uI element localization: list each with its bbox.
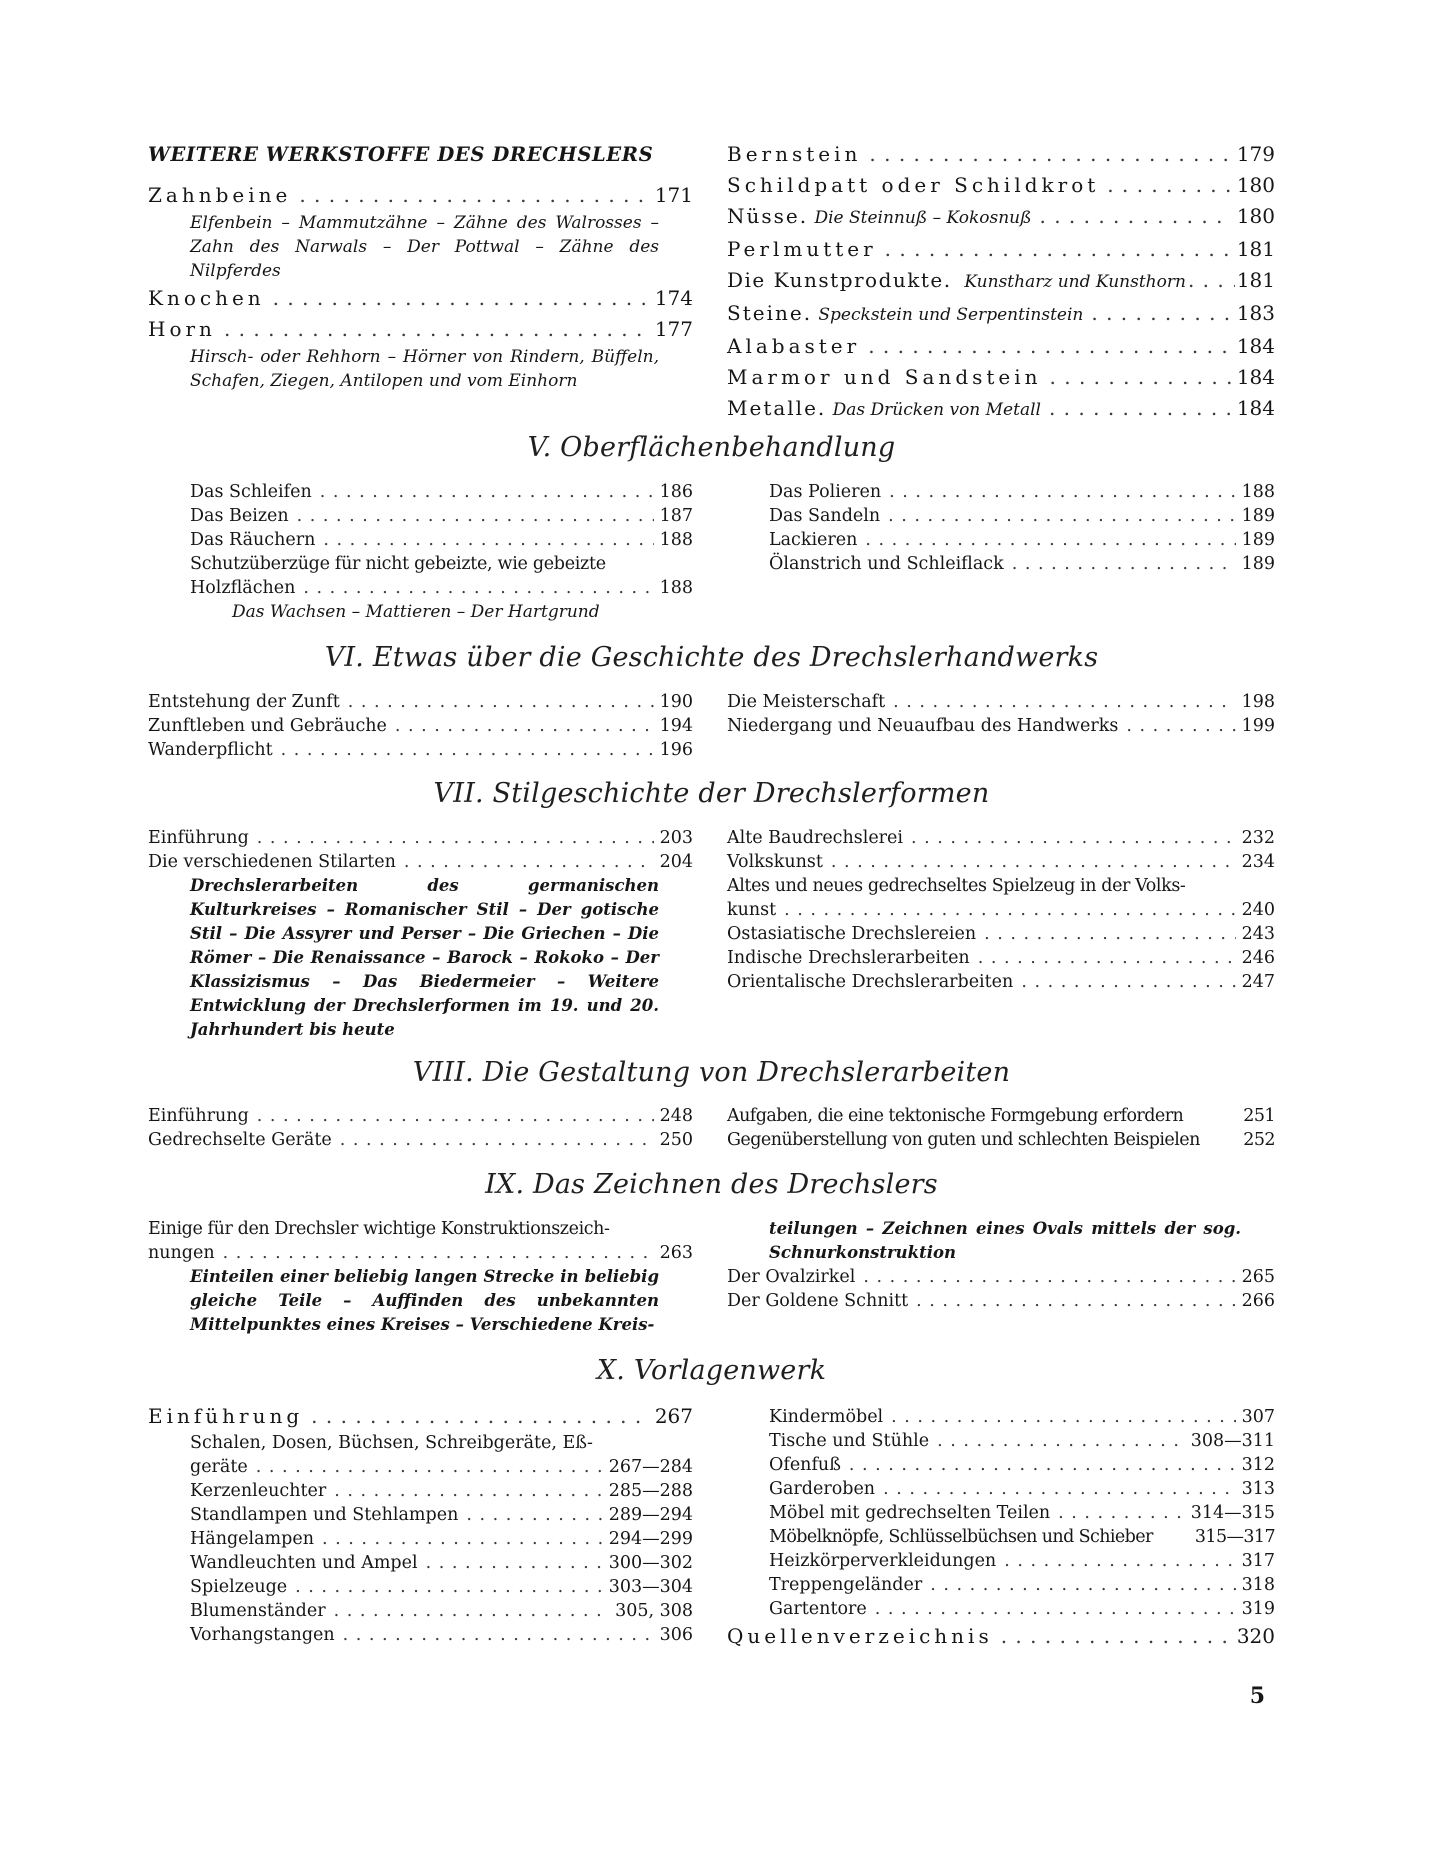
- entry-title: geräte: [190, 1457, 248, 1477]
- toc-entry[interactable]: [769, 1525, 1275, 1549]
- entry-title: Metalle.: [727, 396, 827, 420]
- toc-entry[interactable]: [727, 393, 1275, 426]
- entry-page: 251: [1243, 1106, 1275, 1126]
- toc-entry[interactable]: [727, 714, 1275, 738]
- toc-entry[interactable]: [769, 1573, 1275, 1597]
- entry-page: 265: [1241, 1267, 1275, 1287]
- entry-title: Das Räuchern: [190, 530, 316, 550]
- entry-page: 248: [659, 1106, 693, 1126]
- entry-title: Kerzenleuchter: [190, 1481, 327, 1501]
- entry-page: 319: [1241, 1599, 1275, 1619]
- entry-title: Heizkörperverkleidungen: [769, 1551, 997, 1571]
- entry-page: 285—288: [608, 1481, 693, 1501]
- section-x-subentries: [190, 1431, 693, 1647]
- entry-title: Hängelampen: [190, 1529, 314, 1549]
- toc-entry[interactable]: [727, 922, 1275, 946]
- toc-entry[interactable]: [727, 850, 1275, 874]
- section-vii-right-column: [727, 826, 1275, 994]
- toc-entry[interactable]: [727, 970, 1275, 994]
- entry-title: Alte Baudrechslerei: [727, 828, 903, 848]
- entry-title: Die Kunstprodukte.: [727, 268, 952, 292]
- toc-entry[interactable]: [148, 1128, 693, 1152]
- toc-entry[interactable]: [727, 298, 1275, 331]
- entry-title: Niedergang und Neuaufbau des Handwerks: [727, 716, 1119, 736]
- entry-page: 312: [1241, 1455, 1275, 1475]
- entry-title: Das Schleifen: [190, 482, 312, 502]
- toc-entry[interactable]: [190, 1599, 693, 1623]
- toc-entry[interactable]: [727, 265, 1275, 298]
- toc-entry[interactable]: [190, 1455, 693, 1479]
- entry-page: 247: [1241, 972, 1275, 992]
- entry-subtopics: Hirsch- oder Rehhorn – Hörner von Rindern, Büffeln, Schafen, Ziegen, Antilopen und vom Einhorn: [190, 347, 659, 391]
- section-vi-right-column: [727, 690, 1275, 738]
- toc-entry[interactable]: [769, 1501, 1275, 1525]
- entry-page: 300—302: [608, 1553, 693, 1573]
- entry-title: Einführung: [148, 1106, 249, 1126]
- entry-title: Das Beizen: [190, 506, 289, 526]
- toc-entry[interactable]: [769, 504, 1275, 528]
- toc-entry[interactable]: [190, 504, 693, 528]
- entry-page: 303—304: [608, 1577, 693, 1597]
- toc-entry[interactable]: [727, 201, 1275, 234]
- toc-entry[interactable]: [727, 946, 1275, 970]
- toc-entry[interactable]: [769, 1477, 1275, 1501]
- toc-entry[interactable]: [148, 314, 693, 345]
- section-heading: VII. Stilgeschichte der Drechslerformen: [433, 778, 990, 809]
- section-ix-right-column: [727, 1217, 1275, 1313]
- toc-entry[interactable]: [190, 528, 693, 552]
- entry-page: 180: [1236, 173, 1275, 197]
- entry-title: Steine.: [727, 301, 813, 325]
- entry-title: Der Ovalzirkel: [727, 1267, 856, 1287]
- toc-entry[interactable]: [769, 528, 1275, 552]
- entry-page: 174: [654, 286, 693, 310]
- entry-title: Zahnbeine: [148, 183, 292, 207]
- entry-page: 188: [659, 530, 693, 550]
- entry-title: Knochen: [148, 286, 265, 310]
- entry-title-line: Schutzüberzüge für nicht gebeizte, wie gebeizte: [190, 554, 606, 574]
- entry-title: Ostasiatische Drechslereien: [727, 924, 977, 944]
- entry-page: 184: [1236, 396, 1275, 420]
- section-x-left-column: [148, 1401, 693, 1647]
- toc-entry[interactable]: [727, 1265, 1275, 1289]
- entry-page: 307: [1241, 1407, 1275, 1427]
- entry-title: kunst: [727, 900, 777, 920]
- toc-entry[interactable]: [148, 283, 693, 314]
- entry-subtopics: Einteilen einer beliebig langen Strecke in beliebig gleiche Teile – Auffinden des unbekannten Mittelpunktes eines Kreises – Verschiedene Kreis-: [190, 1267, 659, 1334]
- entry-page: 189: [1241, 506, 1275, 526]
- entry-title: Zunftleben und Gebräuche: [148, 716, 387, 736]
- entry-page: 234: [1241, 852, 1275, 872]
- entry-title: Ofenfuß: [769, 1455, 841, 1475]
- entry-title: Wanderpflicht: [148, 740, 273, 760]
- entry-page: 314—315: [1190, 1503, 1275, 1523]
- entry-note: Kunstharz und Kunsthorn: [964, 272, 1186, 292]
- entry-title: Blumenständer: [190, 1601, 326, 1621]
- section-vi-left-column: [148, 690, 693, 762]
- toc-entry[interactable]: [727, 1128, 1275, 1152]
- toc-entry[interactable]: [769, 1549, 1275, 1573]
- entry-title: Gartentore: [769, 1599, 867, 1619]
- entry-page: 240: [1241, 900, 1275, 920]
- entry-page: 180: [1236, 204, 1275, 228]
- entry-page: 267—284: [608, 1457, 693, 1477]
- entry-page: 313: [1241, 1479, 1275, 1499]
- entry-page: 263: [659, 1243, 693, 1263]
- werkstoffe-heading: WEITERE WERKSTOFFE DES DRECHSLERS: [148, 143, 654, 166]
- toc-entry[interactable]: [148, 180, 693, 211]
- entry-page: 315—317: [1194, 1527, 1275, 1547]
- entry-title: Einführung: [148, 1404, 304, 1428]
- toc-entry[interactable]: [190, 1527, 693, 1551]
- entry-title: Treppengeländer: [769, 1575, 923, 1595]
- entry-page: 181: [1236, 268, 1275, 292]
- toc-entry[interactable]: [727, 234, 1275, 265]
- section-heading: V. Oberflächenbehandlung: [527, 432, 896, 463]
- toc-entry[interactable]: [769, 552, 1275, 576]
- toc-entry[interactable]: [148, 1241, 693, 1265]
- section-heading: X. Vorlagenwerk: [596, 1355, 827, 1386]
- entry-title: Gedrechselte Geräte: [148, 1130, 332, 1150]
- werkstoffe-right-column: [727, 139, 1275, 426]
- toc-entry[interactable]: [727, 898, 1275, 922]
- entry-note: Die Steinnuß – Kokosnuß: [814, 208, 1032, 228]
- entry-page: 252: [1243, 1130, 1275, 1150]
- entry-page: 305, 308: [615, 1601, 693, 1621]
- entry-subtopics: Elfenbein – Mammutzähne – Zähne des Walrosses – Zahn des Narwals – Der Pottwal – Zähne des Nilpferdes: [190, 213, 659, 281]
- toc-entry[interactable]: [148, 850, 693, 874]
- entry-title: Vorhangstangen: [190, 1625, 335, 1645]
- entry-page: 320: [1236, 1624, 1275, 1648]
- section-viii-right-column: [727, 1104, 1275, 1152]
- toc-entry[interactable]: [769, 480, 1275, 504]
- page-number: 5: [1249, 1683, 1265, 1709]
- entry-title: Nüsse.: [727, 204, 809, 228]
- entry-title: Der Goldene Schnitt: [727, 1291, 909, 1311]
- section-ix-left-column: [148, 1217, 693, 1337]
- entry-title: Garderoben: [769, 1479, 876, 1499]
- entry-title: Spielzeuge: [190, 1577, 288, 1597]
- toc-entry[interactable]: [148, 826, 693, 850]
- entry-page: 232: [1241, 828, 1275, 848]
- entry-note: Speckstein und Serpentinstein: [818, 305, 1084, 325]
- entry-page: 190: [659, 692, 693, 712]
- entry-page: 204: [659, 852, 693, 872]
- toc-entry[interactable]: [727, 1104, 1275, 1128]
- toc-entry[interactable]: [148, 714, 693, 738]
- entry-title: Volkskunst: [727, 852, 823, 872]
- toc-entry[interactable]: [727, 331, 1275, 362]
- toc-entry[interactable]: [190, 1575, 693, 1599]
- entry-title: Marmor und Sandstein: [727, 365, 1042, 389]
- entry-title: Das Polieren: [769, 482, 882, 502]
- entry-subtopics: Drechslerarbeiten des germanischen Kulturkreises – Romanischer Stil – Der gotische Stil – Die Assyrer und Perser – Die Griechen – Die Römer – Die Renaissance – Barock – Rokoko – Der Klassizismus – Das Biedermeier – Weitere Entwicklung der Drechslerformen im 19. und 20. Jahrhundert bis heute: [190, 876, 659, 1039]
- toc-entry[interactable]: [727, 139, 1275, 170]
- entry-title: Schildpatt oder Schildkrot: [727, 173, 1100, 197]
- section-v-left-column: [190, 480, 693, 624]
- entry-page: 318: [1241, 1575, 1275, 1595]
- entry-page: 188: [1241, 482, 1275, 502]
- toc-entry[interactable]: [190, 480, 693, 504]
- entry-page: 246: [1241, 948, 1275, 968]
- toc-entry[interactable]: [727, 170, 1275, 201]
- toc-entry[interactable]: [148, 1401, 693, 1431]
- entry-page: 294—299: [608, 1529, 693, 1549]
- section-viii-left-column: [148, 1104, 693, 1152]
- toc-entry[interactable]: [148, 738, 693, 762]
- entry-page: 196: [659, 740, 693, 760]
- toc-entry[interactable]: [727, 362, 1275, 393]
- toc-entry[interactable]: [727, 1621, 1275, 1651]
- section-v-right-column: [769, 480, 1275, 576]
- toc-entry[interactable]: [769, 1597, 1275, 1621]
- entry-subtopics: teilungen – Zeichnen eines Ovals mittels der sog. Schnurkonstruktion: [769, 1219, 1241, 1262]
- toc-entry[interactable]: [769, 1429, 1275, 1453]
- toc-entry[interactable]: [769, 1405, 1275, 1429]
- entry-title: Möbelknöpfe, Schlüsselbüchsen und Schieber: [769, 1527, 1153, 1547]
- entry-title: Holzflächen: [190, 578, 296, 598]
- entry-title: Das Sandeln: [769, 506, 881, 526]
- toc-entry[interactable]: [727, 1289, 1275, 1313]
- entry-title-line: Einige für den Drechsler wichtige Konstruktionszeich-: [148, 1219, 610, 1239]
- entry-page: 194: [659, 716, 693, 736]
- toc-entry[interactable]: [190, 576, 693, 600]
- entry-page: 184: [1236, 334, 1275, 358]
- toc-entry[interactable]: [190, 1551, 693, 1575]
- entry-page: 308—311: [1190, 1431, 1275, 1451]
- entry-page: 189: [1241, 554, 1275, 574]
- entry-title: Möbel mit gedrechselten Teilen: [769, 1503, 1051, 1523]
- entry-title: Einführung: [148, 828, 249, 848]
- entry-title: Wandleuchten und Ampel: [190, 1553, 418, 1573]
- entry-title: Indische Drechslerarbeiten: [727, 948, 970, 968]
- section-x-right-subentries: [769, 1405, 1275, 1621]
- entry-page: 203: [659, 828, 693, 848]
- entry-title-line: Altes und neues gedrechseltes Spielzeug in der Volks-: [727, 876, 1186, 896]
- section-heading: VI. Etwas über die Geschichte des Drechslerhandwerks: [324, 642, 1099, 673]
- entry-page: 186: [659, 482, 693, 502]
- toc-entry[interactable]: [727, 826, 1275, 850]
- entry-page: 171: [654, 183, 693, 207]
- entry-title-line: Schalen, Dosen, Büchsen, Schreibgeräte, Eß-: [190, 1433, 593, 1453]
- entry-title: nungen: [148, 1243, 215, 1263]
- entry-page: 187: [659, 506, 693, 526]
- entry-title: Gegenüberstellung von guten und schlechten Beispielen: [727, 1130, 1200, 1150]
- section-heading: IX. Das Zeichnen des Drechslers: [485, 1169, 938, 1200]
- entry-page: 243: [1241, 924, 1275, 944]
- entry-title: Tische und Stühle: [769, 1431, 930, 1451]
- toc-entry[interactable]: [190, 1503, 693, 1527]
- entry-page: 198: [1241, 692, 1275, 712]
- werkstoffe-left-column: [148, 139, 693, 393]
- entry-title: Die Meisterschaft: [727, 692, 886, 712]
- section-heading: VIII. Die Gestaltung von Drechslerarbeiten: [412, 1057, 1011, 1088]
- entry-title: Standlampen und Stehlampen: [190, 1505, 459, 1525]
- entry-page: 289—294: [608, 1505, 693, 1525]
- toc-entry[interactable]: [190, 1623, 693, 1647]
- toc-entry[interactable]: [148, 690, 693, 714]
- entry-title: Orientalische Drechslerarbeiten: [727, 972, 1014, 992]
- entry-title: Kindermöbel: [769, 1407, 884, 1427]
- entry-subtopics: Das Wachsen – Mattieren – Der Hartgrund: [232, 602, 600, 622]
- entry-page: 267: [654, 1404, 693, 1428]
- entry-title: Aufgaben, die eine tektonische Formgebung erfordern: [727, 1106, 1184, 1126]
- entry-title: Die verschiedenen Stilarten: [148, 852, 396, 872]
- entry-title: Alabaster: [727, 334, 861, 358]
- section-vii-left-column: [148, 826, 693, 1042]
- entry-page: 317: [1241, 1551, 1275, 1571]
- toc-entry[interactable]: [190, 1479, 693, 1503]
- entry-page: 250: [659, 1130, 693, 1150]
- toc-entry[interactable]: [727, 690, 1275, 714]
- toc-entry[interactable]: [148, 1104, 693, 1128]
- entry-note: Das Drücken von Metall: [832, 400, 1041, 420]
- entry-page: 188: [659, 578, 693, 598]
- entry-page: 181: [1236, 237, 1275, 261]
- entry-page: 266: [1241, 1291, 1275, 1311]
- entry-page: 179: [1236, 142, 1275, 166]
- entry-title: Ölanstrich und Schleiflack: [769, 554, 1004, 574]
- entry-title: Perlmutter: [727, 237, 877, 261]
- entry-title: Horn: [148, 317, 216, 341]
- entry-page: 306: [659, 1625, 693, 1645]
- entry-page: 183: [1236, 301, 1275, 325]
- entry-title: Lackieren: [769, 530, 858, 550]
- entry-page: 184: [1236, 365, 1275, 389]
- section-x-right-column: [727, 1405, 1275, 1651]
- entry-title: Entstehung der Zunft: [148, 692, 340, 712]
- entry-title: Bernstein: [727, 142, 862, 166]
- entry-page: 189: [1241, 530, 1275, 550]
- toc-entry[interactable]: [769, 1453, 1275, 1477]
- entry-page: 177: [654, 317, 693, 341]
- entry-page: 199: [1241, 716, 1275, 736]
- entry-title: Quellenverzeichnis: [727, 1624, 993, 1648]
